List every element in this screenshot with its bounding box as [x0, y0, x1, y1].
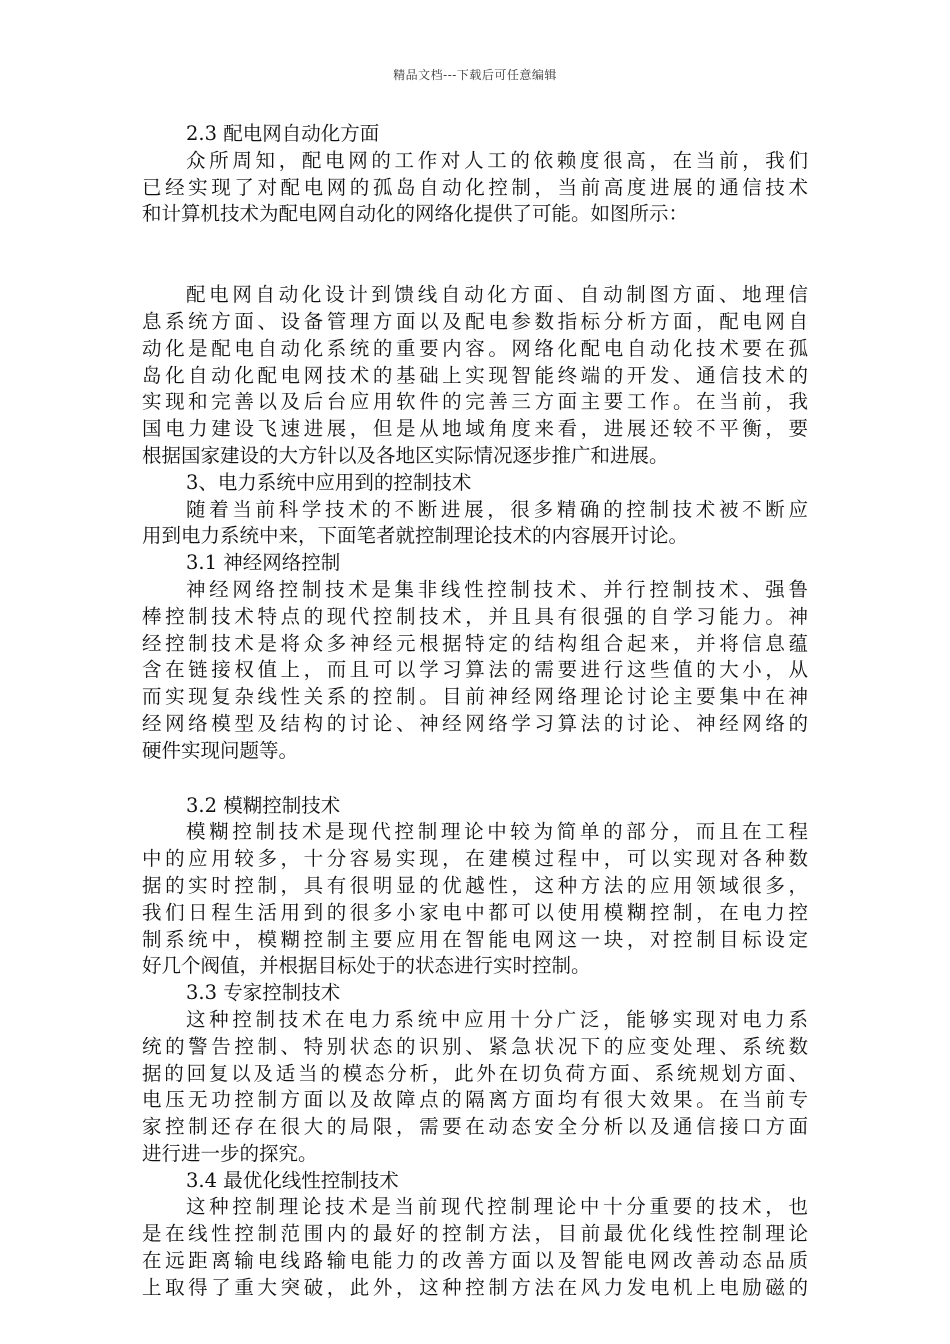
- text-line: 岛化自动化配电网技术的基础上实现智能终端的开发、通信技术的: [142, 363, 808, 387]
- text-line: 经控制技术是将众多神经元根据特定的结构组合起来，并将信息蕴: [142, 631, 808, 655]
- section-heading: 3、电力系统中应用到的控制技术: [186, 470, 472, 494]
- text-line: 制系统中，模糊控制主要应用在智能电网这一块，对控制目标设定: [142, 927, 808, 951]
- text-line: 好几个阀值，并根据目标处于的状态进行实时控制。: [142, 954, 591, 978]
- text-line: 息系统方面、设备管理方面以及配电参数指标分析方面，配电网自: [142, 309, 808, 333]
- text-line: 根据国家建设的大方针以及各地区实际情况逐步推广和进展。: [142, 443, 669, 467]
- text-line: 进行进一步的探究。: [142, 1141, 318, 1165]
- text-line: 是在线性控制范围内的最好的控制方法，目前最优化线性控制理论: [142, 1222, 808, 1246]
- text-line: 众所周知，配电网的工作对人工的依赖度很高，在当前，我们: [186, 148, 808, 172]
- text-line: 已经实现了对配电网的孤岛自动化控制，当前高度进展的通信技术: [142, 175, 808, 199]
- section-distribution-automation: [142, 121, 808, 228]
- text-line: 经网络模型及结构的讨论、神经网络学习算法的讨论、神经网络的: [142, 711, 808, 735]
- text-line: 在远距离输电线路输电能力的改善方面以及智能电网改善动态品质: [142, 1249, 808, 1273]
- text-line: 含在链接权值上，而且可以学习算法的需要进行这些值的大小，从: [142, 658, 808, 682]
- text-line: 和计算机技术为配电网自动化的网络化提供了可能。如图所示：: [142, 202, 689, 226]
- text-line: 中的应用较多，十分容易实现，在建模过程中，可以实现对各种数: [142, 847, 808, 871]
- page-header: 精品文档---下载后可任意编辑: [393, 68, 557, 82]
- text-line: 动化是配电自动化系统的重要内容。网络化配电自动化技术要在孤: [142, 336, 808, 360]
- text-line: 而实现复杂线性关系的控制。目前神经网络理论讨论主要集中在神: [142, 685, 808, 709]
- figure-placeholder-gap: [142, 228, 808, 282]
- text-line: 统的警告控制、特别状态的识别、紧急状况下的应变处理、系统数: [142, 1034, 808, 1058]
- text-line: 这种控制技术在电力系统中应用十分广泛，能够实现对电力系: [186, 1007, 808, 1031]
- section-heading: 3.3 专家控制技术: [186, 981, 341, 1005]
- section-control-technologies: [142, 282, 808, 764]
- blank-line-gap: [142, 765, 808, 793]
- text-line: 家控制还存在很大的局限，需要在动态安全分析以及通信接口方面: [142, 1115, 808, 1139]
- text-line: 配电网自动化设计到馈线自动化方面、自动制图方面、地理信: [186, 283, 808, 307]
- text-line: 这种控制理论技术是当前现代控制理论中十分重要的技术，也: [186, 1195, 808, 1219]
- section-control-methods: [142, 793, 808, 1302]
- text-line: 用到电力系统中来，下面笔者就控制理论技术的内容展开讨论。: [142, 524, 689, 548]
- text-line: 棒控制技术特点的现代控制技术，并且具有很强的自学习能力。神: [142, 604, 808, 628]
- section-heading: 2.3 配电网自动化方面: [186, 122, 380, 145]
- text-line: 国电力建设飞速进展，但是从地域角度来看，进展还较不平衡，要: [142, 417, 808, 441]
- text-line: 实现和完善以及后台应用软件的完善三方面主要工作。在当前，我: [142, 390, 808, 414]
- section-heading: 3.2 模糊控制技术: [186, 793, 341, 817]
- text-line: 我们日程生活用到的很多小家电中都可以使用模糊控制，在电力控: [142, 900, 808, 924]
- section-heading: 3.4 最优化线性控制技术: [186, 1168, 399, 1192]
- text-line: 硬件实现问题等。: [142, 738, 299, 762]
- text-line: 模糊控制技术是现代控制理论中较为简单的部分，而且在工程: [186, 820, 808, 844]
- text-line: 据的实时控制，具有很明显的优越性，这种方法的应用领域很多，: [142, 873, 808, 897]
- document-body: [142, 121, 808, 1302]
- text-line: 电压无功控制方面以及故障点的隔离方面均有很大效果。在当前专: [142, 1088, 808, 1112]
- text-line: 据的回复以及适当的模态分析，此外在切负荷方面、系统规划方面、: [142, 1061, 808, 1085]
- text-line: 上取得了重大突破，此外，这种控制方法在风力发电机上电励磁的: [142, 1275, 808, 1299]
- text-line: 神经网络控制技术是集非线性控制技术、并行控制技术、强鲁: [186, 577, 808, 601]
- section-heading: 3.1 神经网络控制: [186, 551, 341, 575]
- text-line: 随着当前科学技术的不断进展，很多精确的控制技术被不断应: [186, 497, 808, 521]
